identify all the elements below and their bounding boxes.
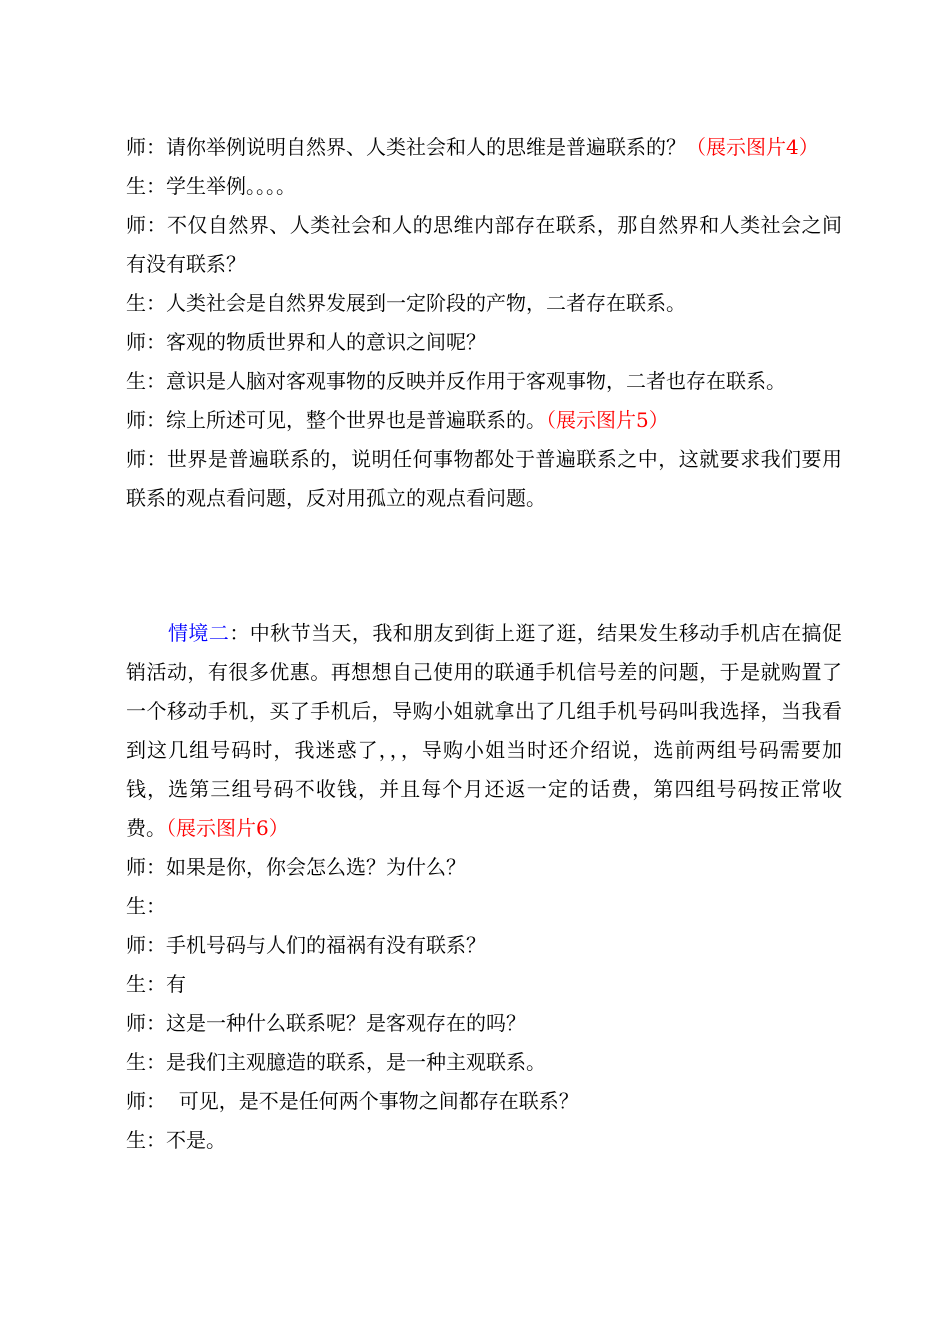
paragraph-text: 生：是我们主观臆造的联系，是一种主观联系。 bbox=[126, 1050, 546, 1074]
paragraph-scenario-two bbox=[126, 614, 842, 848]
paragraph-teacher-summary-2 bbox=[126, 440, 842, 518]
paragraph-text: 师：世界是普遍联系的，说明任何事物都处于普遍联系之中，这就要求我们要用联系的观点看问题，反对用孤立的观点看问题。 bbox=[126, 447, 842, 510]
paragraph-student-answer-6 bbox=[126, 1043, 842, 1082]
paragraph-text: 师： 可见，是不是任何两个事物之间都存在联系？ bbox=[126, 1089, 579, 1113]
annotation-show-image-6: （展示图片6） bbox=[166, 816, 289, 840]
paragraph-teacher-question-4 bbox=[126, 848, 842, 887]
annotation-show-image-5: （展示图片5） bbox=[546, 408, 669, 432]
paragraph-text: 生：人类社会是自然界发展到一定阶段的产物，二者存在联系。 bbox=[126, 291, 686, 315]
paragraph-teacher-question-2 bbox=[126, 206, 842, 284]
paragraph-teacher-summary-1 bbox=[126, 401, 842, 440]
paragraph-teacher-question-7 bbox=[126, 1082, 842, 1121]
paragraph-teacher-question-3 bbox=[126, 323, 842, 362]
document-page bbox=[126, 128, 842, 1160]
paragraph-text: 师：如果是你，你会怎么选？为什么？ bbox=[126, 855, 466, 879]
paragraph-teacher-question-1 bbox=[126, 128, 842, 167]
paragraph-student-answer-5 bbox=[126, 965, 842, 1004]
paragraph-student-answer-2 bbox=[126, 284, 842, 323]
paragraph-text: 生： bbox=[126, 894, 166, 918]
paragraph-student-answer-3 bbox=[126, 362, 842, 401]
paragraph-text: 师：不仅自然界、人类社会和人的思维内部存在联系，那自然界和人类社会之间有没有联系？ bbox=[126, 213, 842, 276]
section-spacer bbox=[126, 518, 842, 614]
paragraph-teacher-question-6 bbox=[126, 1004, 842, 1043]
paragraph-text: 师：这是一种什么联系呢？是客观存在的吗？ bbox=[126, 1011, 526, 1035]
paragraph-text: 生：有 bbox=[126, 972, 186, 996]
paragraph-text: 师：手机号码与人们的福祸有没有联系？ bbox=[126, 933, 486, 957]
paragraph-teacher-question-5 bbox=[126, 926, 842, 965]
paragraph-text: 师：请你举例说明自然界、人类社会和人的思维是普遍联系的？ bbox=[126, 135, 686, 159]
scenario-text: ：中秋节当天，我和朋友到街上逛了逛，结果发生移动手机店在搞促销活动，有很多优惠。再想想自己使用的联通手机信号差的问题，于是就购置了一个移动手机，买了手机后，导购小姐就拿出了几组手机号码叫我选择，当我看到这几组号码时，我迷惑了，，，导购小姐当时还介绍说，选前两组号码需要加钱，选第三组号码不收钱，并且每个月还返一定的话费，第四组号码按正常收费。 bbox=[126, 621, 842, 840]
paragraph-text: 生：学生举例。。。。 bbox=[126, 174, 296, 198]
scenario-heading: 情境二 bbox=[168, 621, 230, 645]
paragraph-text: 师：客观的物质世界和人的意识之间呢？ bbox=[126, 330, 486, 354]
paragraph-student-answer-1 bbox=[126, 167, 842, 206]
paragraph-student-answer-7 bbox=[126, 1121, 842, 1160]
paragraph-text: 生：不是。 bbox=[126, 1128, 226, 1152]
paragraph-text: 师：综上所述可见，整个世界也是普遍联系的。 bbox=[126, 408, 546, 432]
paragraph-student-answer-4 bbox=[126, 887, 842, 926]
paragraph-text: 生：意识是人脑对客观事物的反映并反作用于客观事物，二者也存在联系。 bbox=[126, 369, 786, 393]
annotation-show-image-4: （展示图片4） bbox=[686, 135, 819, 159]
